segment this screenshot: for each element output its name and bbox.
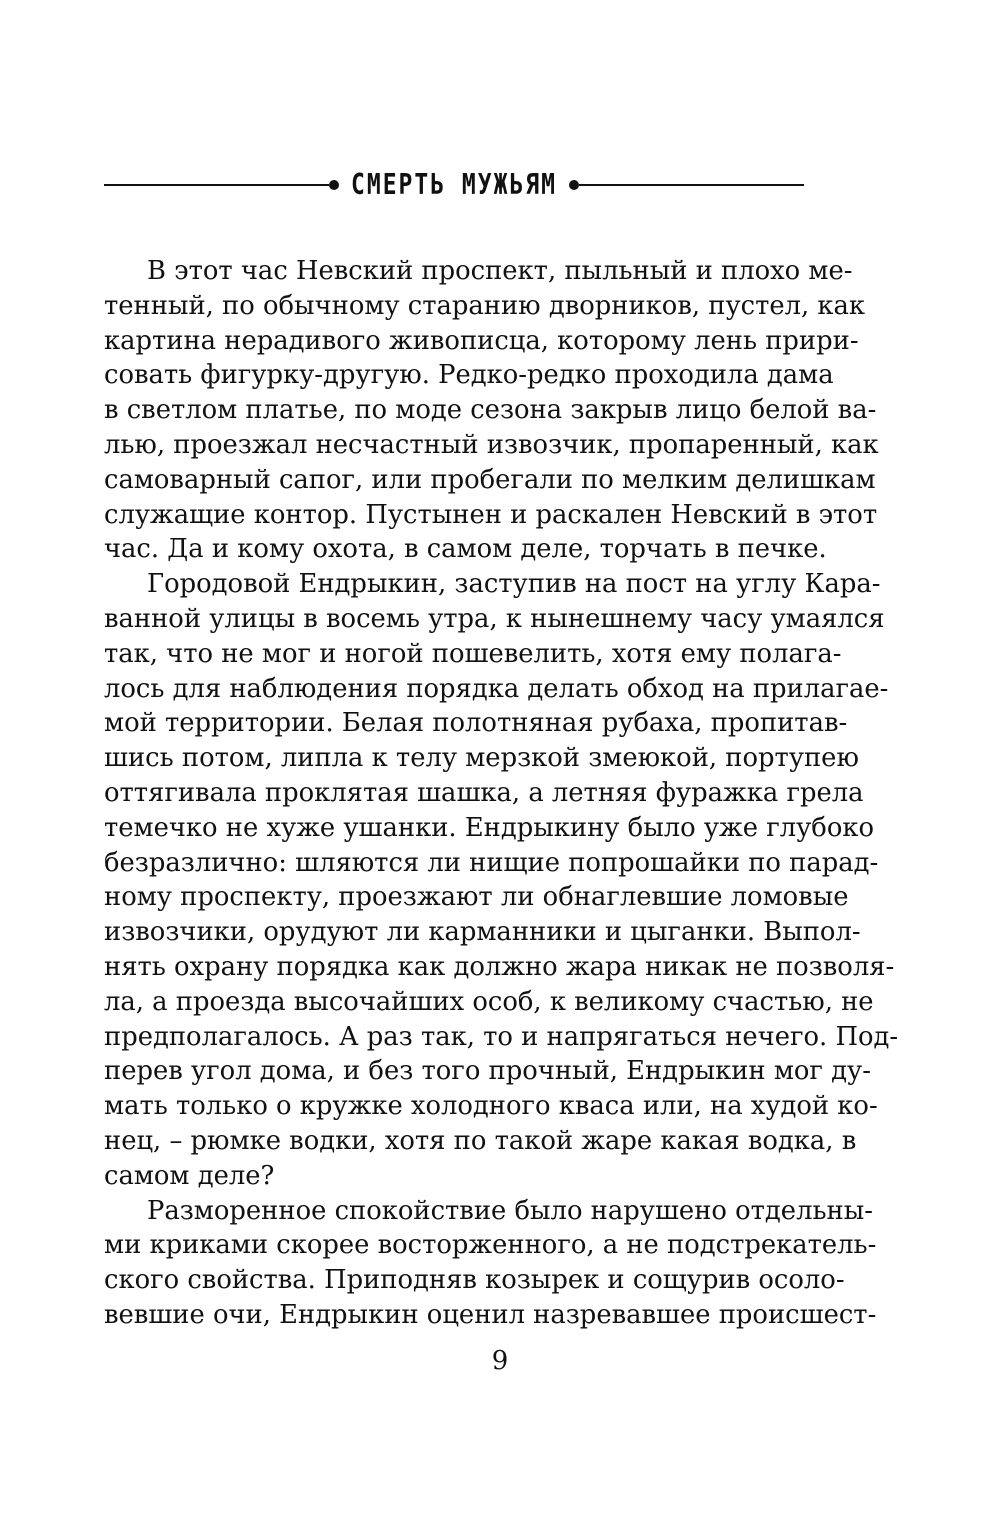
text-line: нец, – рюмке водки, хотя по такой жаре какая водка, в xyxy=(104,1125,857,1156)
running-head-title: СМЕРТЬ МУЖЬЯМ xyxy=(351,168,558,202)
text-line: тенный, по обычному старанию дворников, пустел, как xyxy=(104,290,866,321)
bullet-dot-right xyxy=(569,180,579,190)
paragraph-1 xyxy=(104,254,879,567)
bullet-dot-left xyxy=(329,180,339,190)
text-line: мой территории. Белая полотняная рубаха, пропитав- xyxy=(104,708,848,739)
text-line: совать фигурку-другую. Редко-редко проходила дама xyxy=(104,360,834,391)
paragraph-2 xyxy=(104,567,899,1193)
text-line: лью, проезжал несчастный извозчик, пропаренный, как xyxy=(104,429,879,460)
text-line: ному проспекту, проезжают ли обнаглевшие ломовые xyxy=(104,882,849,913)
text-line: темечко не хуже ушанки. Ендрыкину было уже глубоко xyxy=(104,812,875,843)
text-line: час. Да и кому охота, в самом деле, торчать в печке. xyxy=(104,534,827,565)
text-line: оттягивала проклятая шашка, а летняя фуражка грела xyxy=(104,777,864,808)
text-line: ского свойства. Приподняв козырек и сощурив осоло- xyxy=(104,1265,845,1296)
text-line: ми криками скорее восторженного, а не подстрекатель- xyxy=(104,1230,877,1261)
text-line: вевшие очи, Ендрыкин оценил назревавшее происшест- xyxy=(104,1299,877,1330)
paragraph-3 xyxy=(104,1194,877,1333)
text-line: безразлично: шляются ли нищие попрошайки по парад- xyxy=(104,847,879,878)
text-line: ванной улицы в восемь утра, к нынешнему часу умаялся xyxy=(104,603,885,634)
text-line: шись потом, липла к телу мерзкой змеюкой, портупею xyxy=(104,743,859,774)
text-line: лось для наблюдения порядка делать обход на прилагае- xyxy=(104,673,889,704)
text-line: в светлом платье, по моде сезона закрыв лицо белой ва- xyxy=(104,395,877,426)
text-line: самом деле? xyxy=(104,1160,275,1191)
header-rule-left xyxy=(104,184,329,186)
header-rule-right xyxy=(579,184,804,186)
text-line: картина нерадивого живописца, которому лень прири- xyxy=(104,325,859,356)
text-line: В этот час Невский проспект, пыльный и плохо ме- xyxy=(147,256,853,286)
text-line: ла, а проезда высочайших особ, к великому счастью, не xyxy=(104,986,874,1017)
running-head xyxy=(104,163,804,207)
text-line: предполагалось. А раз так, то и напрягаться нечего. Под- xyxy=(104,1021,899,1052)
page-number: 9 xyxy=(491,1346,509,1376)
text-line: мать только о кружке холодного кваса или, на худой ко- xyxy=(104,1091,878,1122)
body-text xyxy=(104,254,899,1333)
text-line: нять охрану порядка как должно жара никак не позволя- xyxy=(104,951,895,982)
text-line: извозчики, орудуют ли карманники и цыганки. Выпол- xyxy=(104,917,861,948)
text-line: служащие контор. Пустынен и раскален Невский в этот xyxy=(104,499,878,530)
text-line: самоварный сапог, или пробегали по мелким делишкам xyxy=(104,464,876,495)
text-line: перев угол дома, и без того прочный, Ендрыкин мог ду- xyxy=(104,1056,871,1087)
text-line: Городовой Ендрыкин, заступив на пост на углу Кара- xyxy=(147,569,881,600)
text-line: так, что не мог и ногой пошевелить, хотя ему полага- xyxy=(104,638,842,669)
text-line: Разморенное спокойствие было нарушено отдельны- xyxy=(147,1195,873,1226)
